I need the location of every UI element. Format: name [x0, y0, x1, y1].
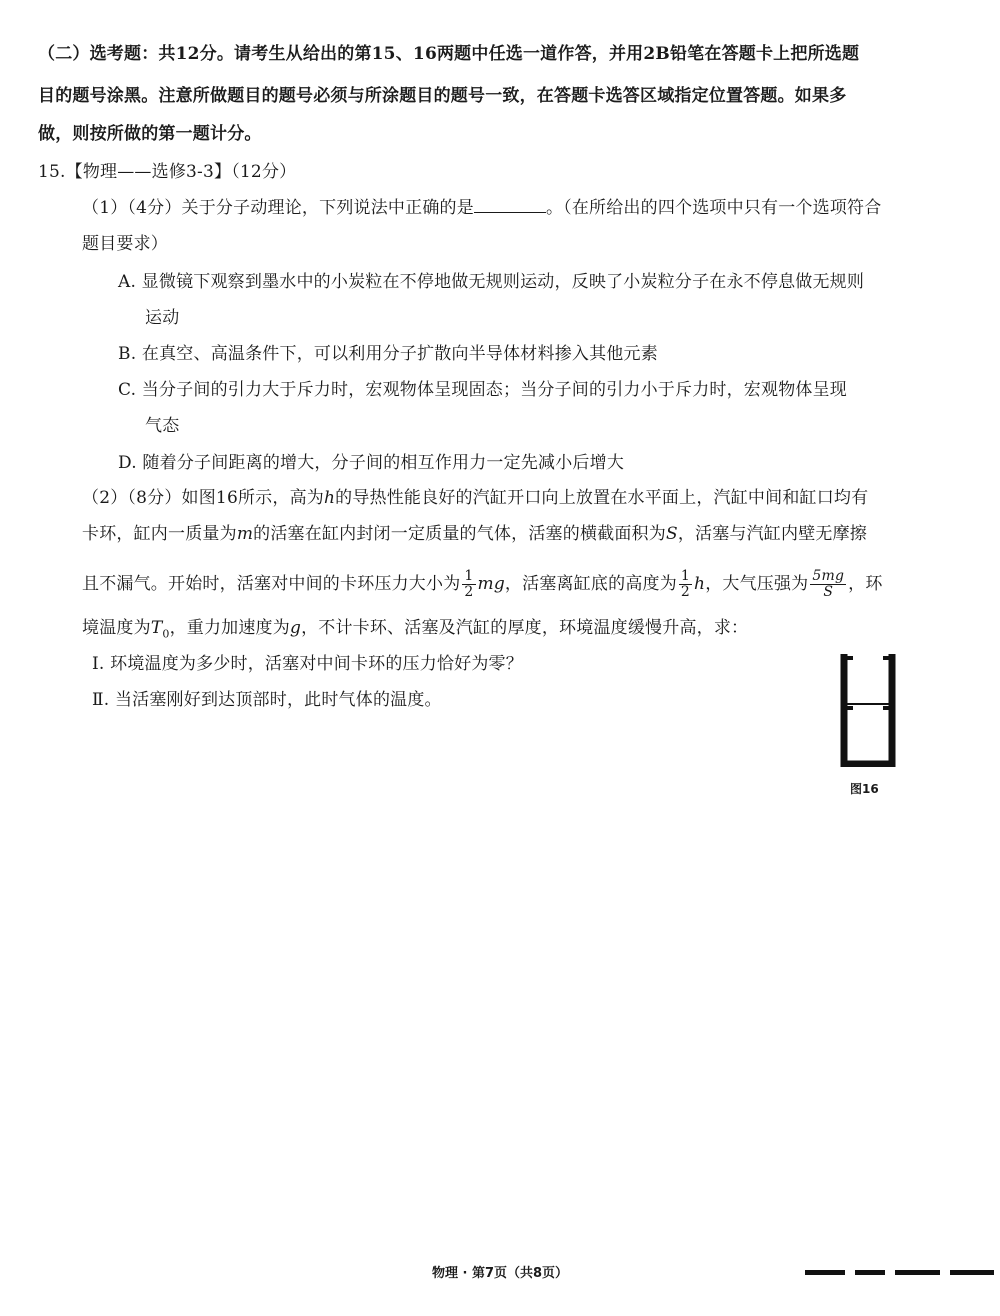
part2-line4-c: ，不计卡环、活塞及汽缸的厚度，环境温度缓慢升高，求： — [301, 618, 749, 638]
fraction-denominator: 2 — [464, 584, 474, 600]
part2-line1-a: （2）（8分）如图16所示，高为 — [82, 488, 324, 508]
var-t-subscript: 0 — [162, 627, 170, 641]
part1-stem-a: （1）（4分）关于分子动理论，下列说法中正确的是 — [82, 198, 474, 218]
option-c-line-2: 气态 — [145, 416, 180, 436]
part2-line-3 — [82, 568, 883, 600]
var-h: h — [323, 488, 336, 508]
option-c-line-1: C. 当分子间的引力大于斥力时，宏观物体呈现固态；当分子间的引力小于斥力时，宏观物体呈现 — [118, 380, 848, 400]
part1-stem-b: 。（在所给出的四个选项中只有一个选项符合 — [545, 198, 882, 218]
top-stop-left — [847, 656, 853, 660]
fraction-one-half-a — [462, 569, 475, 600]
option-a-line-2: 运动 — [145, 308, 180, 328]
option-d: D. 随着分子间距离的增大，分子间的相互作用力一定先减小后增大 — [118, 453, 625, 473]
var-mg: mg — [477, 574, 505, 594]
answer-blank — [474, 196, 546, 213]
sub-question-2: Ⅱ. 当活塞刚好到达顶部时，此时气体的温度。 — [92, 690, 442, 710]
fraction-one-half-b — [679, 569, 692, 600]
part1-stem — [82, 196, 881, 220]
section-header-line-3: 做，则按所做的第一题计分。 — [38, 124, 262, 144]
var-h: h — [694, 574, 706, 594]
fraction-5mg-over-s — [810, 569, 846, 600]
middle-stop-right — [883, 706, 889, 710]
part2-line2-b: 的活塞在缸内封闭一定质量的气体，活塞的横截面积为 — [253, 524, 666, 544]
part2-line2-a: 卡环，缸内一质量为 — [82, 524, 237, 544]
middle-stop-left — [847, 706, 853, 710]
part2-line3-c: ，大气压强为 — [705, 574, 809, 594]
var-m: m — [236, 524, 254, 544]
part2-line-2 — [82, 522, 867, 546]
sub-question-1: Ⅰ. 环境温度为多少时，活塞对中间卡环的压力恰好为零？ — [92, 654, 523, 674]
part2-line1-b: 的导热性能良好的汽缸开口向上放置在水平面上，汽缸中间和缸口均有 — [335, 488, 869, 508]
part1-stem-c: 题目要求） — [82, 234, 168, 254]
fraction-numerator: 1 — [680, 568, 691, 584]
page-edge-marks — [805, 1266, 995, 1278]
cylinder-figure — [836, 652, 900, 767]
part2-line-4 — [82, 616, 748, 646]
var-s: S — [665, 524, 678, 544]
var-t: T — [150, 618, 163, 638]
option-b: B. 在真空、高温条件下，可以利用分子扩散向半导体材料掺入其他元素 — [118, 344, 658, 364]
fraction-numerator: 1 — [464, 568, 474, 584]
section-header-line-2: 目的题号涂黑。注意所做题目的题号必须与所涂题目的题号一致，在答题卡选答区域指定位置答题。如果多 — [38, 86, 847, 106]
part2-line3-a: 且不漏气。开始时，活塞对中间的卡环压力大小为 — [82, 574, 461, 594]
top-stop-right — [883, 656, 889, 660]
fraction-denominator: S — [823, 584, 834, 600]
fraction-denominator: 2 — [680, 584, 691, 600]
part2-line3-b: ，活塞离缸底的高度为 — [504, 574, 677, 594]
option-a-line-1: A. 显微镜下观察到墨水中的小炭粒在不停地做无规则运动，反映了小炭粒分子在永不停息做无规则 — [118, 272, 865, 292]
figure-caption: 图16 — [850, 782, 879, 796]
part2-line4-a: 境温度为 — [82, 618, 151, 638]
part2-line2-c: ，活塞与汽缸内壁无摩擦 — [677, 524, 868, 544]
question-15-title: 15.【物理——选修3-3】（12分） — [38, 162, 297, 182]
fraction-numerator: 5mg — [812, 568, 845, 584]
part2-line4-b: ，重力加速度为 — [169, 618, 290, 638]
part2-line3-d: ，环 — [848, 574, 883, 594]
part2-line-1 — [82, 486, 868, 510]
section-header-line-1: （二）选考题：共12分。请考生从给出的第15、16两题中任选一道作答，并用2B铅笔在答题卡上把所选题 — [38, 44, 860, 64]
var-g: g — [289, 618, 302, 638]
page-footer: 物理 · 第7页（共8页） — [431, 1266, 569, 1281]
